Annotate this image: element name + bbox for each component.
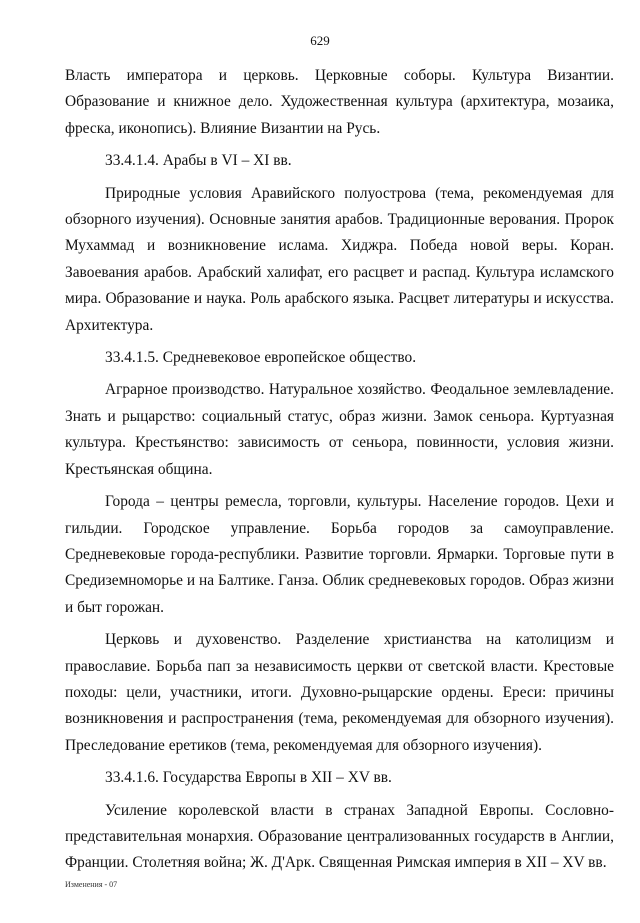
paragraph-agrarian: Аграрное производство. Натуральное хозяйство. Феодальное землевладение. Знать и рыцарство: социальный статус, образ жизни. Замок сеньора. Куртуазная культура. Крестьянство: зависимость от сеньора, повинности, условия жизни. Крестьянская община. — [65, 381, 614, 478]
paragraph-church: Церковь и духовенство. Разделение христианства на католицизм и православие. Борьба пап за независимость церкви от светской власти. Крестовые походы: цели, участники, итоги. Духовно-рыцарские ордены. Ереси: причины возникновения и распространения (тема, рекомендуемая для обзорного изучения). Преследование еретиков (тема, рекомендуемая для обзорного изучения). — [65, 631, 614, 754]
page-number: 629 — [310, 33, 330, 48]
paragraph-byzantium-culture: Власть императора и церковь. Церковные соборы. Культура Византии. Образование и книжное дело. Художественная культура (архитектура, мозаика, фреска, иконопись). Влияние Византии на Русь. — [65, 67, 614, 137]
footer-revision-note: Изменения - 07 — [65, 880, 118, 889]
paragraph-arabs: Природные условия Аравийского полуострова (тема, рекомендуемая для обзорного изучения). Основные занятия арабов. Традиционные верования. Пророк Мухаммад и возникновение ислама. Хиджра. Победа новой веры. Коран. Завоевания арабов. Арабский халифат, его расцвет и распад. Культура исламского мира. Образование и наука. Роль арабского языка. Расцвет литературы и искусства. Архитектура. — [65, 184, 614, 334]
section-heading-medieval-society: 33.4.1.5. Средневековое европейское общество. — [105, 349, 417, 367]
paragraph-royal-power: Усиление королевской власти в странах Западной Европы. Сословно-представительная монархия. Образование централизованных государств в Англии, Франции. Столетняя война; Ж. Д'Арк. Священная Римская империя в XII – XV вв. — [65, 801, 614, 872]
section-heading-arabs: 33.4.1.4. Арабы в VI – XI вв. — [105, 152, 292, 170]
section-heading-european-states: 33.4.1.6. Государства Европы в XII – XV вв. — [105, 769, 392, 787]
document-body — [65, 63, 614, 877]
paragraph-cities: Города – центры ремесла, торговли, культуры. Население городов. Цехи и гильдии. Городское управление. Борьба городов за самоуправление. Средневековые города-республики. Развитие торговли. Ярмарки. Торговые пути в Средиземноморье и на Балтике. Ганза. Облик средневековых городов. Образ жизни и быт горожан. — [65, 493, 614, 616]
